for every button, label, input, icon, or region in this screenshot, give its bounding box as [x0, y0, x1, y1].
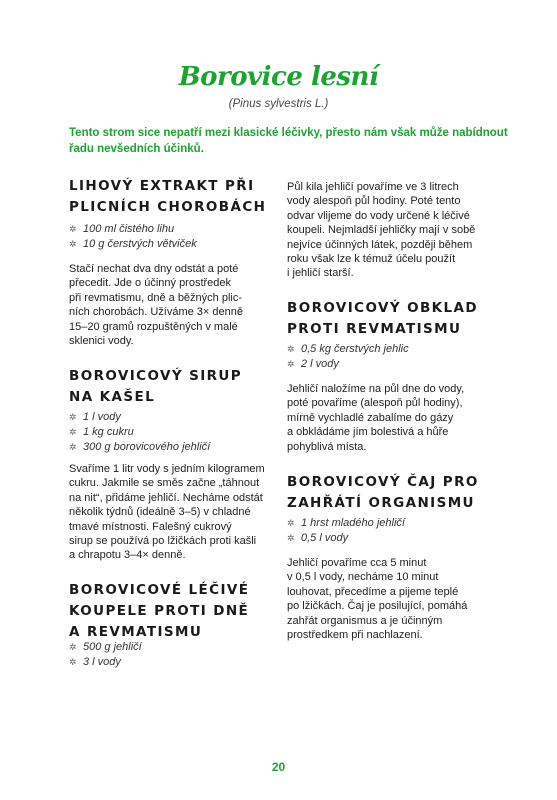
snowflake-bullet-icon: ✲ [69, 412, 77, 422]
ingredient-item: ✲ 0,5 kg čerstvých jehlic [287, 343, 409, 355]
snowflake-bullet-icon: ✲ [69, 427, 77, 437]
ingredient-item: ✲ 0,5 l vody [287, 532, 349, 544]
ingredient-list-obklad [287, 342, 409, 372]
snowflake-bullet-icon: ✲ [287, 518, 295, 528]
snowflake-bullet-icon: ✲ [287, 533, 295, 543]
page-number: 20 [271, 760, 286, 774]
ingredient-list-koupele [69, 640, 142, 670]
ingredient-item: ✲ 1 hrst mladého jehličí [287, 517, 405, 529]
snowflake-bullet-icon: ✲ [69, 642, 77, 652]
section-heading-extrakt: LIHOVÝ EXTRAKT PŘI PLICNÍCH CHOROBÁCH [69, 178, 267, 215]
ingredient-list-sirup [69, 410, 210, 455]
ingredient-item: ✲ 100 ml čistého lihu [69, 223, 175, 235]
page-title: Borovice lesní [178, 62, 379, 92]
snowflake-bullet-icon: ✲ [287, 359, 295, 369]
section-heading-caj: BOROVICOVÝ ČAJ PRO ZAHŘÁTÍ ORGANISMU [287, 474, 479, 511]
ingredient-item: ✲ 10 g čerstvých větviček [69, 238, 197, 250]
ingredient-list-caj [287, 516, 405, 546]
snowflake-bullet-icon: ✲ [287, 344, 295, 354]
snowflake-bullet-icon: ✲ [69, 657, 77, 667]
section-text-caj: Jehličí povaříme cca 5 minut v 0,5 l vody, necháme 10 minut louhovat, přecedíme a pijeme teplé po lžičkách. Čaj je posilující, pomáhá zahřát organismus a je účinným prostředkem při nachlazení. [287, 557, 468, 642]
intro-line: řadu nevšedních účinků. [69, 143, 204, 155]
ingredient-list-extrakt [69, 222, 197, 252]
section-text-sirup: Svaříme 1 litr vody s jedním kilogramem cukru. Jakmile se směs začne „táhnout na nit“, přidáme jehličí. Necháme odstát několik týdnů (ideálně 3–5) v chladné tmavé místnosti. Falešný cukrový sirup se používá po lžičkách proti kašli a chrapotu 3–4× denně. [69, 463, 265, 562]
section-text-koupele: Půl kila jehličí povaříme ve 3 litrech vody alespoň půl hodiny. Poté tento odvar vlijeme do vody určené k léčivé koupeli. Nejmladší jehličky mají v sobě nejvíce účinných látek, později během roku však lze k témuž účelu použít i jehličí starší. [287, 181, 476, 280]
ingredient-item: ✲ 300 g borovicového jehličí [69, 441, 211, 453]
snowflake-bullet-icon: ✲ [69, 224, 77, 234]
latin-name: (Pinus sylvestris L.) [228, 98, 329, 110]
snowflake-bullet-icon: ✲ [69, 239, 77, 249]
section-heading-sirup: BOROVICOVÝ SIRUP NA KAŠEL [69, 368, 243, 405]
section-text-extrakt: Stačí nechat dva dny odstát a poté přecedit. Jde o účinný prostředek při revmatismu, dně a běžných plic- ních chorobách. Užíváme 3× denně 15–20 gramů rozpuštěných v malé sklenici vody. [69, 263, 243, 348]
intro-paragraph [69, 125, 508, 157]
section-heading-koupele: BOROVICOVÉ LÉČIVÉ KOUPELE PROTI DNĚ A REVMATISMU [69, 582, 250, 640]
section-heading-obklad: BOROVICOVÝ OBKLAD PROTI REVMATISMU [287, 300, 478, 337]
ingredient-item: ✲ 1 kg cukru [69, 426, 134, 438]
section-text-obklad: Jehličí naložíme na půl dne do vody, poté povaříme (alespoň půl hodiny), mírně vychladlé zabalíme do gázy a obkládáme jím bolestivá a hůře pohyblivá místa. [287, 383, 465, 453]
ingredient-item: ✲ 2 l vody [287, 358, 339, 370]
ingredient-item: ✲ 500 g jehličí [69, 641, 142, 653]
intro-line: Tento strom sice nepatří mezi klasické léčivky, přesto nám však může nabídnout [69, 127, 508, 139]
ingredient-item: ✲ 3 l vody [69, 656, 121, 668]
snowflake-bullet-icon: ✲ [69, 442, 77, 452]
ingredient-item: ✲ 1 l vody [69, 411, 121, 423]
